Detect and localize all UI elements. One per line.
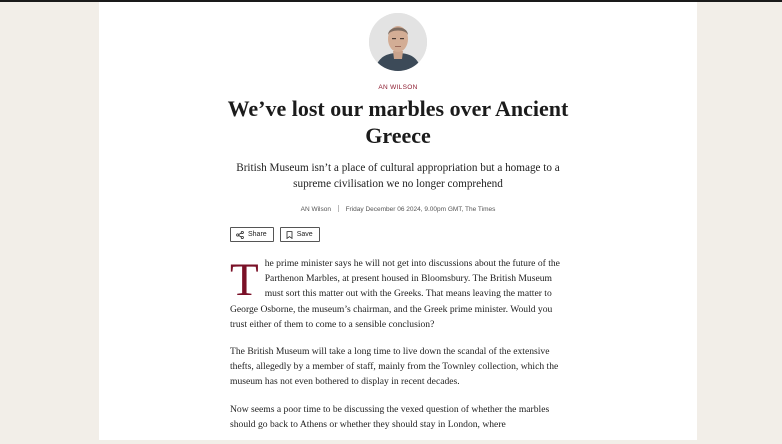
share-icon [236, 231, 244, 239]
article-body [230, 256, 570, 444]
author-tag[interactable]: AN WILSON [378, 84, 418, 91]
byline-divider [338, 205, 339, 212]
byline [99, 205, 697, 213]
save-button[interactable] [280, 227, 320, 242]
article-paragraph: The British Museum will take a long time to live down the scandal of the extensive thefts, allegedly by a member of staff, mainly from the Townley collection, which the museum has not even bothered to display in recent decades. [230, 346, 559, 388]
article-standfirst: British Museum isn’t a place of cultural appropriation but a homage to a supreme civilisation we no longer comprehend [236, 162, 560, 190]
article-page [99, 2, 697, 440]
article-headline: We’ve lost our marbles over Ancient Greece [227, 96, 569, 148]
author-portrait-icon [369, 13, 427, 71]
drop-cap: T [230, 254, 259, 306]
byline-author[interactable]: AN Wilson [300, 206, 331, 213]
share-button-label: Share [248, 231, 267, 238]
article-actions [230, 227, 320, 242]
byline-date: Friday December 06 2024, 9.00pm GMT, The Times [345, 206, 496, 213]
article-paragraph: Now seems a poor time to be discussing the vexed question of whether the marbles should go back to Athens or whether they should stay in London, where [230, 403, 550, 430]
bookmark-icon [286, 231, 293, 239]
author-avatar[interactable] [369, 13, 427, 71]
share-button[interactable] [230, 227, 274, 242]
article-paragraph [230, 256, 570, 332]
save-button-label: Save [296, 231, 313, 238]
article-paragraph-text: he prime minister says he will not get into discussions about the future of the Parthenon Marbles, at present housed in Bloomsbury. The British Museum must sort this matter out with the Greeks. That means leaving the matter to George Osborne, the museum’s chairman, and the Greek prime minister. Would you trust either of them to come to a sensible conclusion? [230, 258, 560, 330]
